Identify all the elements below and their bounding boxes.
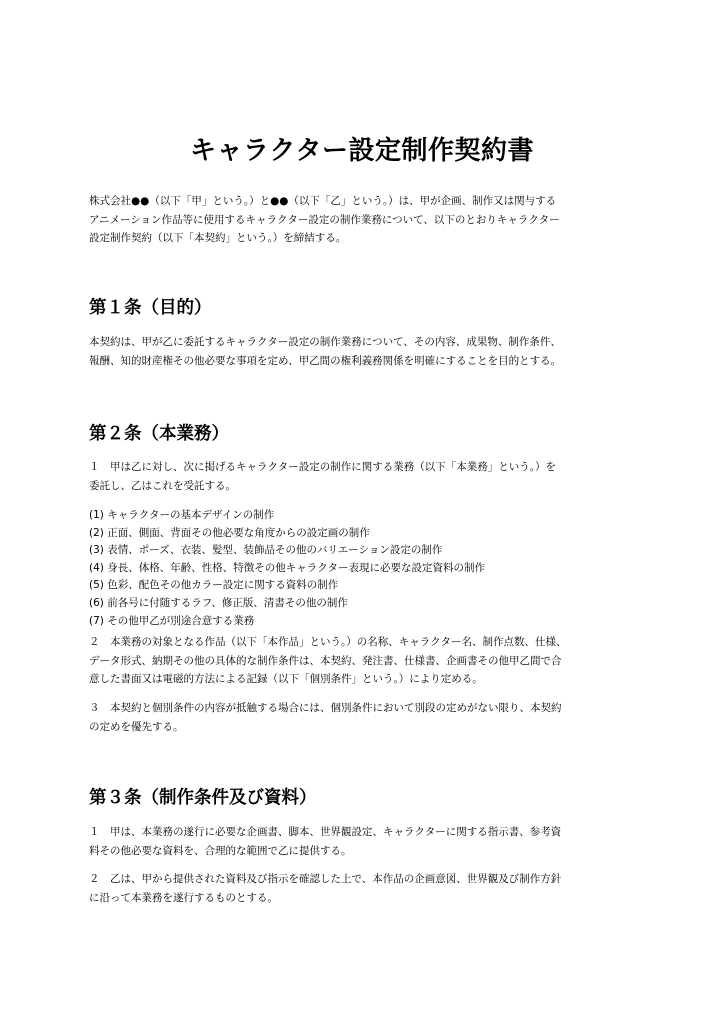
document-title: キャラクター設定制作契約書 [190, 136, 534, 167]
list-item: (3) 表情、ポーズ、衣装、髪型、装飾品その他のバリエーション設定の制作 [89, 544, 443, 557]
article-2-p1-line: 委託し、乙はこれを受託する。 [89, 479, 236, 492]
list-item: (7) その他甲乙が別途合意する業務 [89, 614, 255, 627]
article-3-p2-line: ２ 乙は、甲から提供された資料及び指示を確認した上で、本作品の企画意図、世界観及び制作方針 [89, 873, 562, 885]
article-1-body [89, 333, 649, 370]
article-2-p3-line: の定めを優先する。 [89, 720, 184, 733]
preamble-line: 株式会社●●（以下「甲」という。）と●●（以下「乙」という。）は、甲が企画、制作又は関与する [89, 195, 557, 207]
article-1-heading: 第１条（目的） [89, 298, 212, 318]
list-item: (6) 前各号に付随するラフ、修正版、清書その他の制作 [89, 596, 348, 609]
article-3-p1-line: １ 甲は、本業務の遂行に必要な企画書、脚本、世界観設定、キャラクターに関する指示書、参考資 [89, 826, 562, 838]
article-2-p2-line: ２ 本業務の対象となる作品（以下「本作品」という。）の名称、キャラクター名、制作点数、仕様、 [89, 636, 567, 648]
article-2-p1-line: １ 甲は乙に対し、次に掲げるキャラクター設定の制作に関する業務（以下「本業務」という。）を [89, 461, 557, 473]
list-item: (4) 身長、体格、年齢、性格、特徴その他キャラクター表現に必要な設定資料の制作 [89, 561, 485, 574]
article-3-paragraph-1 [89, 823, 649, 860]
article-3-paragraph-2 [89, 870, 649, 907]
article-2-p2-line: 意した書面又は電磁的方法による記録（以下「個別条件」という。）により定める。 [89, 673, 483, 685]
list-item: (2) 正面、側面、背面その他必要な角度からの設定画の制作 [89, 526, 370, 539]
article-2-paragraph-2 [89, 633, 649, 689]
article-2-item-list [89, 507, 649, 630]
article-2-paragraph-3 [89, 699, 649, 736]
article-1-line: 報酬、知的財産権その他必要な事項を定め、甲乙間の権利義務関係を明確にすることを目的とする。 [89, 354, 562, 367]
preamble-line: アニメーション作品等に使用するキャラクター設定の制作業務について、以下のとおりキャラクター [89, 213, 560, 226]
list-item: (1) キャラクターの基本デザインの制作 [89, 509, 275, 521]
article-1-line: 本契約は、甲が乙に委託するキャラクター設定の制作業務について、その内容、成果物、制作条件、 [89, 336, 561, 348]
article-2-p2-line: データ形式、納期その他の具体的な制作条件は、本契約、発注書、仕様書、企画書その他甲乙間で合 [89, 654, 562, 667]
list-item: (5) 色彩、配色その他カラー設定に関する資料の制作 [89, 579, 339, 592]
article-2-p3-line: ３ 本契約と個別条件の内容が抵触する場合には、個別条件において別段の定めがない限り、本契約 [89, 702, 562, 714]
article-3-p2-line: に沿って本業務を遂行するものとする。 [89, 891, 278, 904]
article-3-p1-line: 料その他必要な資料を、合理的な範囲で乙に提供する。 [89, 844, 352, 857]
article-2-heading: 第２条（本業務） [89, 424, 229, 444]
article-3-heading: 第３条（制作条件及び資料） [89, 788, 317, 808]
preamble-paragraph [89, 192, 649, 248]
preamble-line: 設定制作契約（以下「本契約」という。）を締結する。 [89, 232, 347, 244]
article-2-paragraph-1 [89, 458, 649, 495]
